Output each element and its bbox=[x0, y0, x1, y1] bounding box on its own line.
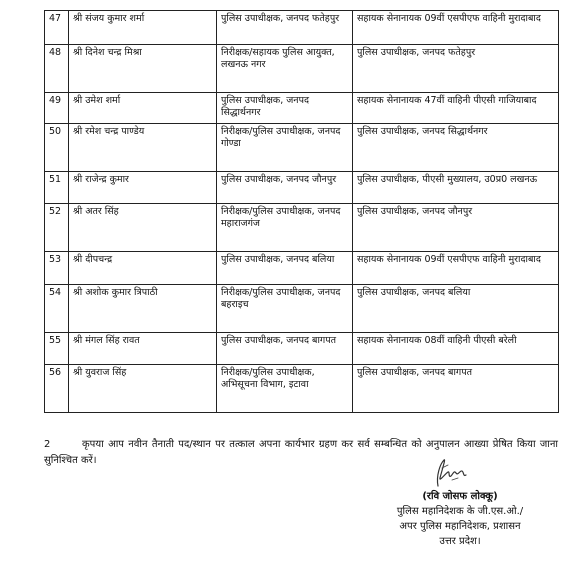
previous-post: पुलिस उपाधीक्षक, जनपद बलिया bbox=[217, 252, 353, 285]
previous-post: पुलिस उपाधीक्षक, जनपद बागपत bbox=[217, 333, 353, 365]
serial-number: 51 bbox=[45, 172, 69, 204]
previous-post: निरीक्षक/सहायक पुलिस आयुक्त, लखनऊ नगर bbox=[217, 45, 353, 93]
signatory-designation-line3: उत्तर प्रदेश। bbox=[439, 536, 481, 547]
paragraph-text: कृपया आप नवीन तैनाती पद/स्थान पर तत्काल अपना कार्यभार ग्रहण कर सर्व सम्बन्धित को अनुपालन आख्या प्रेषित किया जाना सुनिश्चित करें। bbox=[44, 439, 558, 466]
serial-number: 55 bbox=[45, 333, 69, 365]
table-row bbox=[45, 93, 559, 124]
officer-name: श्री अतर सिंह bbox=[69, 204, 217, 252]
serial-number: 54 bbox=[45, 285, 69, 333]
previous-post: पुलिस उपाधीक्षक, जनपद जौनपुर bbox=[217, 172, 353, 204]
officer-name: श्री उमेश शर्मा bbox=[69, 93, 217, 124]
serial-number: 47 bbox=[45, 11, 69, 45]
new-post: पुलिस उपाधीक्षक, जनपद सिद्धार्थनगर bbox=[353, 124, 559, 172]
transfer-table bbox=[44, 10, 559, 413]
previous-post: निरीक्षक/पुलिस उपाधीक्षक, जनपद बहराइच bbox=[217, 285, 353, 333]
signature-block bbox=[360, 489, 560, 549]
table-row bbox=[45, 124, 559, 172]
table-row bbox=[45, 204, 559, 252]
previous-post: पुलिस उपाधीक्षक, जनपद सिद्धार्थनगर bbox=[217, 93, 353, 124]
serial-number: 48 bbox=[45, 45, 69, 93]
new-post: पुलिस उपाधीक्षक, जनपद फतेहपुर bbox=[353, 45, 559, 93]
table-row bbox=[45, 172, 559, 204]
table-row bbox=[45, 45, 559, 93]
new-post: पुलिस उपाधीक्षक, जनपद बागपत bbox=[353, 365, 559, 413]
table-row bbox=[45, 333, 559, 365]
new-post: सहायक सेनानायक 09वीं एसपीएफ वाहिनी मुरादाबाद bbox=[353, 11, 559, 45]
new-post: पुलिस उपाधीक्षक, जनपद बलिया bbox=[353, 285, 559, 333]
table-row bbox=[45, 365, 559, 413]
officer-name: श्री दीपचन्द्र bbox=[69, 252, 217, 285]
new-post: सहायक सेनानायक 08वीं वाहिनी पीएसी बरेली bbox=[353, 333, 559, 365]
previous-post: निरीक्षक/पुलिस उपाधीक्षक, अभिसूचना विभाग, इटावा bbox=[217, 365, 353, 413]
previous-post: निरीक्षक/पुलिस उपाधीक्षक, जनपद गोण्डा bbox=[217, 124, 353, 172]
signatory-designation-line1: पुलिस महानिदेशक के जी.एस.ओ./ bbox=[396, 506, 524, 517]
previous-post: पुलिस उपाधीक्षक, जनपद फतेहपुर bbox=[217, 11, 353, 45]
officer-name: श्री मंगल सिंह रावत bbox=[69, 333, 217, 365]
paragraph-number: 2 bbox=[44, 439, 51, 450]
serial-number: 52 bbox=[45, 204, 69, 252]
signatory-name: (रवि जोसफ लोक्कू) bbox=[422, 491, 498, 502]
new-post: सहायक सेनानायक 47वीं वाहिनी पीएसी गाजियाबाद bbox=[353, 93, 559, 124]
serial-number: 53 bbox=[45, 252, 69, 285]
officer-name: श्री अशोक कुमार त्रिपाठी bbox=[69, 285, 217, 333]
handwritten-signature bbox=[418, 456, 478, 490]
serial-number: 50 bbox=[45, 124, 69, 172]
signatory-designation-line2: अपर पुलिस महानिदेशक, प्रशासन bbox=[399, 521, 521, 532]
table-row bbox=[45, 252, 559, 285]
new-post: सहायक सेनानायक 09वीं एसपीएफ वाहिनी मुरादाबाद bbox=[353, 252, 559, 285]
officer-name: श्री दिनेश चन्द्र मिश्रा bbox=[69, 45, 217, 93]
instruction-paragraph bbox=[44, 437, 558, 469]
new-post: पुलिस उपाधीक्षक, पीएसी मुख्यालय, उ0प्र0 लखनऊ bbox=[353, 172, 559, 204]
officer-name: श्री युवराज सिंह bbox=[69, 365, 217, 413]
serial-number: 49 bbox=[45, 93, 69, 124]
table-row bbox=[45, 285, 559, 333]
officer-name: श्री संजय कुमार शर्मा bbox=[69, 11, 217, 45]
officer-name: श्री राजेन्द्र कुमार bbox=[69, 172, 217, 204]
previous-post: निरीक्षक/पुलिस उपाधीक्षक, जनपद महाराजगंज bbox=[217, 204, 353, 252]
new-post: पुलिस उपाधीक्षक, जनपद जौनपुर bbox=[353, 204, 559, 252]
officer-name: श्री रमेश चन्द्र पाण्डेय bbox=[69, 124, 217, 172]
table-row bbox=[45, 11, 559, 45]
serial-number: 56 bbox=[45, 365, 69, 413]
